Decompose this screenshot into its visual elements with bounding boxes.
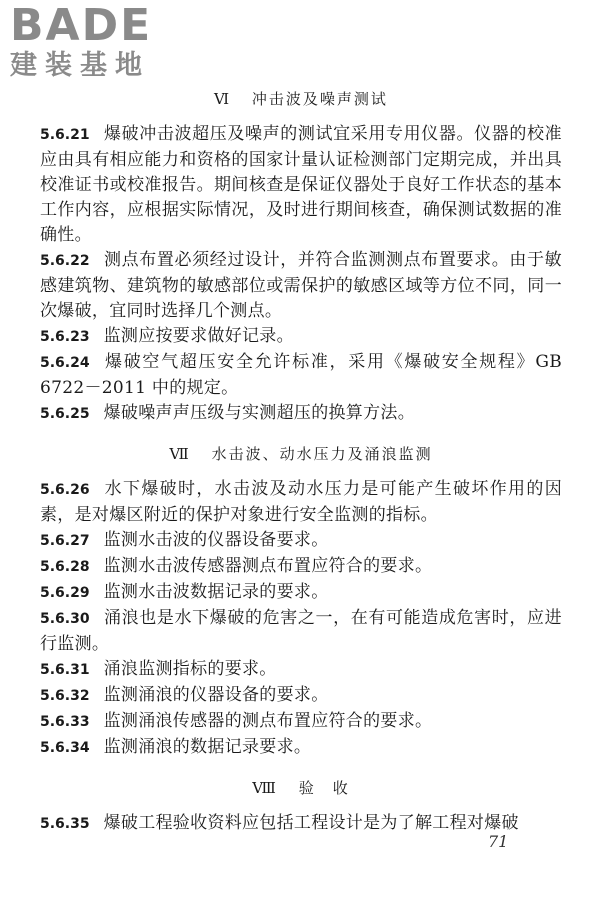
clause-text: 涌浪监测指标的要求。 xyxy=(103,659,277,679)
clause-text: 测点布置必须经过设计，并符合监测测点布置要求。由于敏感建筑物、建筑物的敏感部位或需保护的敏感区域等方位不同，同一次爆破，宜同时选择几个测点。 xyxy=(40,250,562,321)
clause-text: 监测水击波数据记录的要求。 xyxy=(103,582,329,602)
clause-text: 爆破空气超压安全允许标准，采用《爆破安全规程》GB 6722－2011 中的规定。 xyxy=(40,352,562,398)
clause xyxy=(40,122,562,248)
section-title xyxy=(40,441,562,467)
clause-number: 5.6.34 xyxy=(40,740,90,756)
clause-text: 监测涌浪的数据记录要求。 xyxy=(103,737,312,757)
clause-text: 爆破冲击波超压及噪声的测试宜采用专用仪器。仪器的校准应由具有相应能力和资格的国家计量认证检测部门定期完成，并出具校准证书或校准报告。期间核查是保证仪器处于良好工作状态的基本工作内容，应根据实际情况，及时进行期间核查，确保测试数据的准确性。 xyxy=(40,124,562,245)
clause-number: 5.6.24 xyxy=(40,355,90,371)
clause xyxy=(40,528,562,554)
clause xyxy=(40,477,562,528)
logo-subtitle: 建装基地 xyxy=(10,50,150,81)
clause-number: 5.6.33 xyxy=(40,714,90,730)
clause xyxy=(40,709,562,735)
clause-text: 监测水击波传感器测点布置应符合的要求。 xyxy=(103,556,433,576)
document-body xyxy=(40,86,562,837)
section-title xyxy=(40,775,562,801)
clause-text: 涌浪也是水下爆破的危害之一，在有可能造成危害时，应进行监测。 xyxy=(40,608,562,654)
clause-number: 5.6.28 xyxy=(40,559,90,575)
clause-text: 爆破工程验收资料应包括工程设计是为了解工程对爆破 xyxy=(103,813,519,833)
clause-number: 5.6.32 xyxy=(40,688,90,704)
clause-number: 5.6.22 xyxy=(40,253,90,269)
logo xyxy=(10,0,175,82)
clause xyxy=(40,683,562,709)
clause-number: 5.6.26 xyxy=(40,482,90,498)
clause-text: 监测涌浪传感器的测点布置应符合的要求。 xyxy=(103,711,433,731)
clause-number: 5.6.27 xyxy=(40,533,90,549)
section-title xyxy=(40,86,562,112)
logo-wordmark: BADE xyxy=(10,0,153,51)
clause-number: 5.6.35 xyxy=(40,816,90,832)
clause-number: 5.6.30 xyxy=(40,611,90,627)
page-number: 71 xyxy=(488,832,509,851)
clause-text: 监测应按要求做好记录。 xyxy=(103,326,294,346)
section-number: Ⅶ xyxy=(169,445,191,463)
clause xyxy=(40,811,562,837)
clause-number: 5.6.31 xyxy=(40,662,90,678)
section-number: Ⅷ xyxy=(252,779,278,797)
clause xyxy=(40,735,562,761)
clause xyxy=(40,248,562,324)
clause-number: 5.6.21 xyxy=(40,127,90,143)
clause-number: 5.6.25 xyxy=(40,406,90,422)
clause xyxy=(40,580,562,606)
clause xyxy=(40,401,562,427)
clause-text: 爆破噪声声压级与实测超压的换算方法。 xyxy=(103,403,416,423)
clause xyxy=(40,554,562,580)
clause xyxy=(40,606,562,657)
clause-number: 5.6.23 xyxy=(40,329,90,345)
section-number: Ⅵ xyxy=(214,90,232,108)
clause-text: 监测涌浪的仪器设备的要求。 xyxy=(103,685,329,705)
clause xyxy=(40,324,562,350)
clause-text: 水下爆破时，水击波及动水压力是可能产生破坏作用的因素，是对爆区附近的保护对象进行安全监测的指标。 xyxy=(40,479,562,525)
section-heading: 冲击波及噪声测试 xyxy=(251,90,388,108)
clause xyxy=(40,657,562,683)
clause-number: 5.6.29 xyxy=(40,585,90,601)
clause xyxy=(40,350,562,401)
section-heading: 验 收 xyxy=(298,779,350,797)
clause-text: 监测水击波的仪器设备要求。 xyxy=(103,530,329,550)
section-heading: 水击波、动水压力及涌浪监测 xyxy=(211,445,433,463)
